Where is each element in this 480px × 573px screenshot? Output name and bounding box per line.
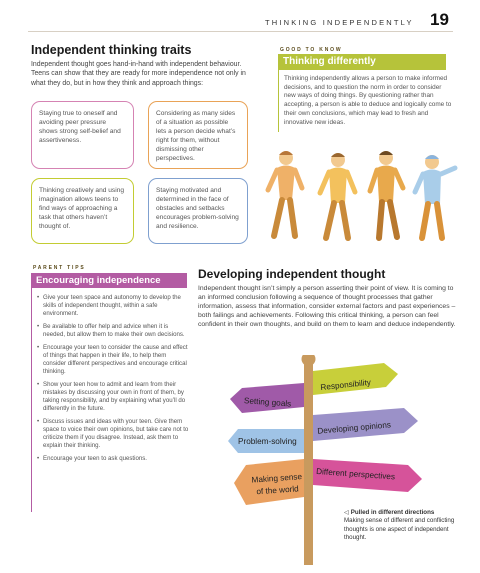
good-to-know-title: Thinking differently	[283, 56, 376, 67]
sign-making-sense	[234, 459, 304, 505]
developing-heading: Developing independent thought	[198, 267, 386, 281]
list-item: • Discuss issues and ideas with your teen. Give them space to voice their own opinions, but take care not to criticize them if you disagree. Instead, ask them to explain their thinking.	[37, 418, 189, 450]
good-to-know-rule	[278, 70, 279, 132]
caption-arrow-icon: ◁	[344, 509, 349, 516]
trait-box-thinking-creatively: Thinking creatively and using imagination allows teens to find ways of approaching a task that others haven’t thought of.	[31, 178, 134, 244]
good-to-know-tag: GOOD TO KNOW	[280, 47, 343, 53]
sign-problem-solving	[228, 429, 304, 453]
sign-label: Setting goals	[243, 396, 292, 409]
parent-tips-tag: PARENT TIPS	[33, 265, 86, 271]
header-divider	[28, 31, 453, 32]
trait-box-staying-true: Staying true to oneself and avoiding peer pressure shows strong self-belief and assertiveness.	[31, 101, 134, 169]
person-figure	[370, 151, 403, 238]
sign-label: Responsibility	[320, 377, 372, 393]
figure-caption	[344, 509, 459, 543]
sign-label: Different perspectives	[315, 466, 396, 482]
sign-developing-opinions	[313, 408, 418, 441]
list-item: • Show your teen how to admit and learn from their mistakes by discussing your own in front of them, by taking responsibility, and by explaining what you’ll do differently in the future.	[37, 381, 189, 413]
person-figure	[415, 155, 455, 238]
sign-different-perspectives	[313, 459, 422, 492]
sign-label: Problem-solving	[238, 437, 297, 446]
list-item: • Give your teen space and autonomy to develop the skills of independent thought, within a safe environment.	[37, 294, 189, 318]
walking-people-illustration	[262, 148, 466, 248]
trait-box-staying-motivated: Staying motivated and determined in the face of obstacles and setbacks encourages problem-solving and resilience.	[148, 178, 248, 244]
caption-text: Making sense of different and conflicting thoughts is one aspect of independent thought.	[344, 517, 455, 542]
caption-title: Pulled in different directions	[350, 509, 435, 516]
list-item: • Encourage your teen to ask questions.	[37, 455, 189, 463]
sign-label: Making sense	[251, 472, 303, 485]
person-figure	[268, 151, 302, 236]
traits-heading: Independent thinking traits	[31, 43, 192, 57]
list-item: • Be available to offer help and advice when it is needed, but allow them to make their own decisions.	[37, 323, 189, 339]
sign-responsibility	[313, 363, 398, 395]
list-item: • Encourage your teen to consider the cause and effect of things that happen in their life, to help them consider different perspectives and encourage critical thinking.	[37, 344, 189, 376]
sign-setting-goals	[230, 383, 304, 413]
signpost-knob	[302, 355, 316, 366]
parent-tips-list	[37, 294, 189, 467]
page-number: 19	[430, 10, 449, 29]
developing-text: Independent thought isn’t simply a person asserting their point of view. It is coming to an informed conclusion following a sequence of thought processes that gather information, assess that information, consider external factors and past experiences – both failings and achievements. Following this critical thinking, a person can feel confident in their own thoughts, and build on them to learn and deduce independently.	[198, 285, 456, 329]
signpost-pole	[304, 359, 313, 565]
section-title: THINKING INDEPENDENTLY	[265, 18, 414, 27]
person-figure	[320, 153, 355, 238]
trait-box-considering-sides: Considering as many sides of a situation as possible lets a person decide what’s right for them, without dismissing other perspectives.	[148, 101, 248, 169]
parent-tips-rule	[31, 288, 32, 512]
sign-label: Developing opinions	[316, 420, 392, 436]
parent-tips-title: Encouraging independence	[36, 275, 161, 286]
sign-label: of the world	[256, 484, 299, 497]
good-to-know-text: Thinking independently allows a person to make informed decisions, and to question the norm in order to consider new ways of doing things. By questioning rather than accepting, a person is able to deduce and logically come to their own conclusions, which may lead to fresh and innovative new ideas.	[284, 75, 452, 126]
traits-intro: Independent thought goes hand-in-hand with independent behaviour. Teens can show that they are ready for more independence not only in what they do, but in how they think and approach things:	[31, 61, 246, 87]
